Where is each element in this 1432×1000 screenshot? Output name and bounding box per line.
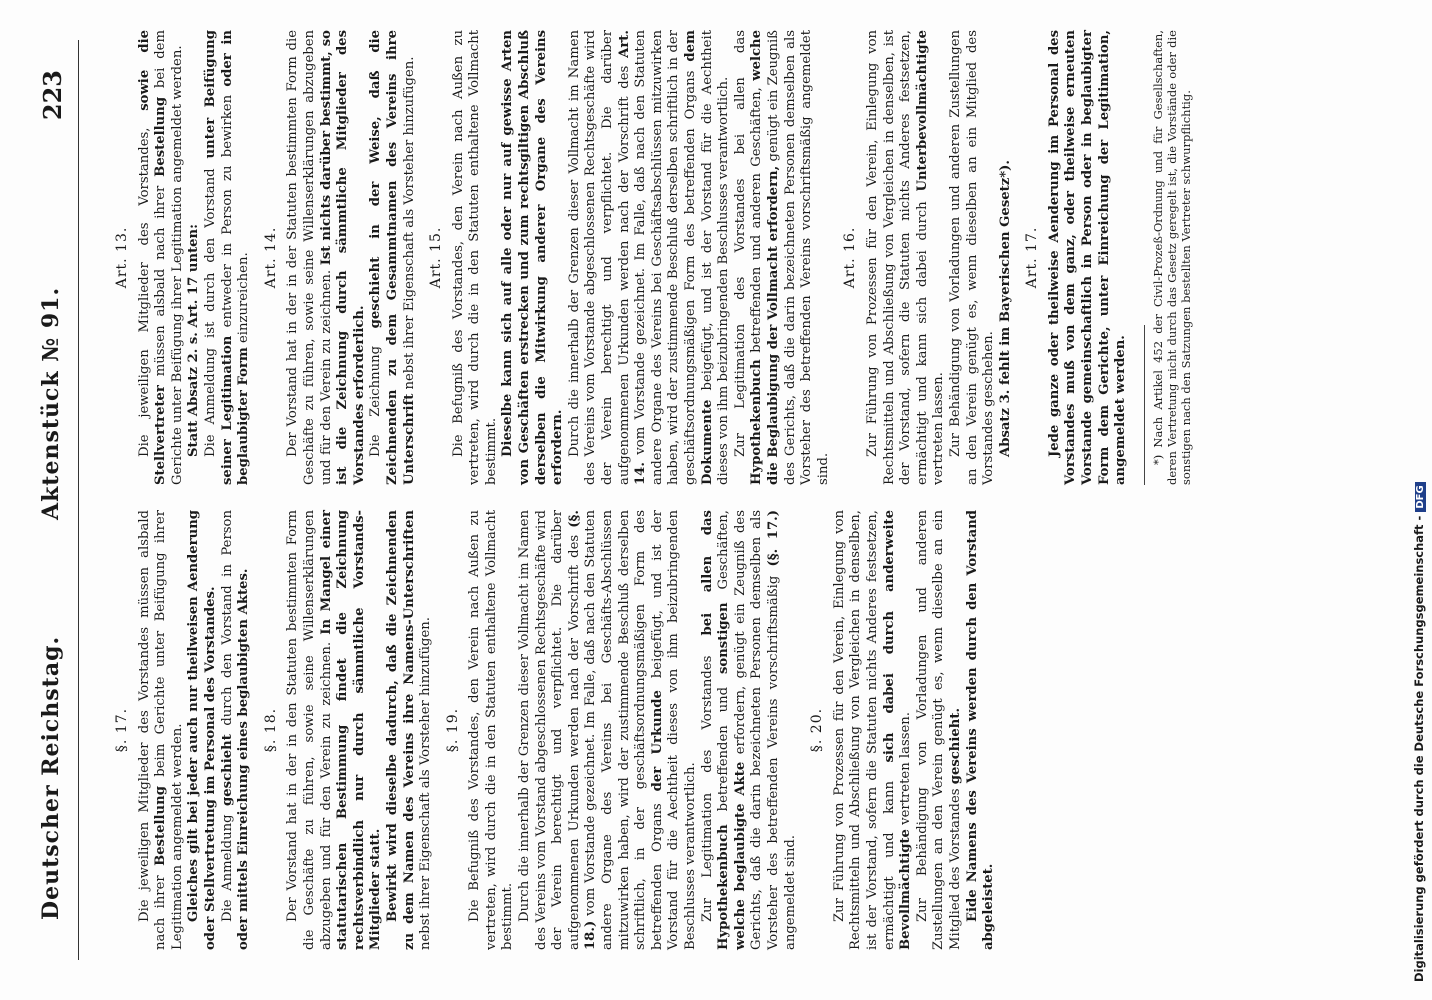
right-paragraph xyxy=(998,30,1015,485)
right-section-title: Art. 17. xyxy=(1024,226,1041,289)
text-run: Zur Legitimation des Vorstandes bei allen das xyxy=(732,30,748,457)
text-run: Eide Namens des Vereins werden durch den Vorstand abgeleistet. xyxy=(964,510,997,950)
text-run: Hypothekenbuch xyxy=(749,359,765,485)
text-run: Durch die innerhalb der Grenzen dieser Vollmacht im Namen des Vereins vom Vorstand abgeschlossenen Rechtsgeschäfte wird der Verein berechtigt und verpflichtet. Die darüber aufgenommenen Urkunden werden nach der Vorschrift des xyxy=(517,510,582,950)
text-run: Zur Führung von Prozessen für den Verein, Einlegung von Rechtsmitteln und Abschließung von Vergleichen in denselben, ist der Vorstand, sofern die Statuten nichts Anderes festsetzen, ermächtigt und kann xyxy=(831,510,897,950)
text-run: welche die Beglaubigung der Vollmacht erfordern, xyxy=(749,30,781,485)
text-run: Der Vorstand hat in der in der Statuten bestimmten Form die Geschäfte zu führen, sowie seine Willenserklärungen abzugeben und für den Verein zu zeichnen. xyxy=(285,30,334,485)
text-run: bei dem Gerichte unter Beifügung ihrer Legitimation angemeldet werden. xyxy=(153,30,185,485)
right-section-title: Art. 14. xyxy=(262,226,279,289)
left-paragraph xyxy=(285,510,385,950)
text-run: angemeldet sind. xyxy=(782,835,798,950)
text-run: Die jeweiligen Mitglieder des Vorstandes müssen alsbald nach ihrer xyxy=(136,510,169,950)
text-run: vom Vorstande gezeichnet. Im Falle, daß nach den Statuten andere Organe des Vereins bei Geschäftsabschlüssen mitzuwirken haben, wird der zustimmende Beschluß derselben schriftlich in der geschäftsordnungsmäßigen Form des betreffenden Organs xyxy=(633,30,698,485)
left-paragraph xyxy=(832,510,915,950)
header-rule xyxy=(78,40,79,960)
right-paragraph xyxy=(137,30,187,485)
text-run: welche beglaubigte Akte xyxy=(732,761,748,950)
text-run: unter Beifügung seiner Legitimation xyxy=(202,30,235,485)
text-run: nebst ihrer Eigenschaft als Vorsteher hinzufügen. xyxy=(418,617,434,950)
left-paragraph xyxy=(915,510,965,950)
text-run: Die Anmeldung ist durch den Vorstand xyxy=(202,158,218,457)
text-run: Bewirkt wird dieselbe dadurch, daß die Zeichnenden zu dem Namen des Vereins ihre Namens-Unterschriften xyxy=(384,510,417,950)
left-paragraph xyxy=(517,510,700,950)
text-run: Die Befugniß des Vorstandes, den Verein nach Außen zu vertreten, wird durch die in den Statuten enthaltene Vollmacht bestimmt. xyxy=(467,510,516,950)
text-run: sowie die Stellvertreter xyxy=(136,30,169,485)
page-header xyxy=(38,40,78,960)
text-run: Art. 14. xyxy=(616,30,649,485)
text-run: durch den Vorstand in Person xyxy=(219,510,235,735)
text-run: (§. 17.) xyxy=(765,510,781,567)
text-run: Durch die innerhalb der Grenzen dieser Vollmacht im Namen des Vereins vom Vorstande abgeschlossenen Rechtsgeschäfte wird der Verein berechtigt und verpflichtet. Die darüber aufgenommenen Urkunden werden nach der Vorschrift des xyxy=(566,30,632,485)
left-section-title: §. 20. xyxy=(809,707,826,753)
right-paragraph xyxy=(865,30,948,485)
left-paragraph xyxy=(467,510,517,950)
text-run: Statt Absatz 2. s. Art. 17 unten: xyxy=(186,223,202,457)
text-run: Ist nichts darüber bestimmt, so ist die Zeichnung durch sämmtliche Mitglieder des Vorstandes erforderlich. xyxy=(318,30,367,485)
footnote-rule xyxy=(1144,325,1145,485)
text-run: Zur Legitimation des Vorstandes xyxy=(699,635,715,922)
text-run: Die jeweiligen Mitglieder des Vorstandes, xyxy=(136,110,152,457)
digitization-credit xyxy=(1408,20,1428,1000)
text-run: Gleiches gilt bei jeder auch nur theilweisen Aenderung oder Stellvertretung im Personal des Vorstandes. xyxy=(186,510,218,950)
text-run: erfordern, genügt ein Zeugniß des Gerichts, daß die darin bezeichneten Personen demselben als Vorsteher des betreffenden Vereins vorschriftsmäßig xyxy=(732,509,781,950)
text-run: dem Dokumente xyxy=(683,30,715,485)
text-run: Geschäften, xyxy=(716,510,732,603)
text-run: sich dabei durch anderweite Bevollmächtigte xyxy=(881,510,914,950)
right-paragraph xyxy=(567,30,733,485)
left-paragraph xyxy=(220,510,253,950)
text-run: Der Vorstand hat in der in den Statuten bestimmten Form die Geschäfte zu führen, sowie seine Willenserklärungen abzugeben und für den Verein zu zeichnen. xyxy=(285,510,334,950)
text-run: vertreten lassen. xyxy=(898,712,914,830)
left-section-title: §. 19. xyxy=(444,707,461,753)
text-run: beigefügt, und ist der Vorstand für die Aechtheit dieses von ihm beizubringenden Beschlusses verantwortlich. xyxy=(699,30,732,485)
left-section-title: §. 18. xyxy=(262,707,279,753)
text-run: einzureichen. xyxy=(236,252,252,348)
page-number: 223 xyxy=(38,70,67,121)
text-run: bei allen das Hypothekenbuch xyxy=(699,510,732,950)
text-run: beim Gerichte unter Beifügung ihrer Legitimation angemeldet werden. xyxy=(153,510,185,950)
text-run: genügt ein Zeugniß des Gerichts, daß die darin bezeichneten Personen demselben als Vorsteher des betreffenden Vereins vorschriftsmäßig angemeldet sind. xyxy=(765,30,831,485)
left-section-title: §. 17. xyxy=(114,707,130,753)
text-run: geschieht in der Weise, daß die Zeichnenden zu dem Gesammtnamen des Vereins ihre Unterschrift xyxy=(368,30,417,485)
text-run: Bestellung xyxy=(153,786,169,866)
text-run: der Urkunde xyxy=(649,690,665,792)
text-run: entweder in Person zu bewirken xyxy=(219,86,235,336)
text-run: Die Zeichnung xyxy=(368,328,384,457)
digitization-credit-text: Digitalisierung gefördert durch die Deutsche Forschungsgemeinschaft - xyxy=(1412,515,1426,982)
left-column-draft-law xyxy=(104,510,998,950)
text-run: Die Befugniß des Vorstandes, den Verein nach Außen zu vertreten, wird durch die in den Statuten enthaltene Vollmacht bestimmt. xyxy=(450,30,499,485)
text-run: betreffenden und xyxy=(716,674,732,825)
text-run: oder mittels Einreichung eines beglaubigten Aktes. xyxy=(236,568,252,950)
left-paragraph xyxy=(186,510,219,950)
right-paragraph xyxy=(948,30,998,485)
right-section-title: Art. 15. xyxy=(428,226,445,289)
text-run: beigefügt, und ist der Vorstand für die Aechtheit dieses von ihm beizubringenden Beschlusses verantwortlich. xyxy=(649,510,698,950)
text-run: Dieselbe kann sich auf alle oder nur auf gewisse Arten von Geschäften erstrecken und zum rechtsgiltigen Abschluß derselben die Mitwirkung anderer Organe des Vereins erfordern. xyxy=(500,30,566,485)
right-paragraph xyxy=(368,30,418,485)
left-paragraph xyxy=(700,510,800,950)
text-run: vertreten lassen. xyxy=(931,372,947,485)
text-run: Zur Behändigung von Vorladungen und anderen Zustellungen an den Verein genügt es, wenn dieselbe an ein Mitglied des Vorstandes xyxy=(914,510,963,950)
text-run: Zur Behändigung von Vorladungen und anderen Zustellungen an den Verein genügt es, wenn dieselben an ein Mitglied des Vorstandes geschehen. xyxy=(947,30,997,485)
text-run: Zur Führung von Prozessen für den Verein, Einlegung von Rechtsmitteln und Abschließung von Vergleichen in denselben, ist der Vorstand, sofern die Statuten nichts Anderes festsetzen, ermächtigt und kann sich dabei durch xyxy=(864,30,930,485)
text-run: Absatz 3. fehlt im Bayerischen Gesetz*). xyxy=(997,160,1013,457)
text-run: nebst ihrer Eigenschaft als Vorsteher hinzufügen. xyxy=(401,56,417,394)
right-section-title: Art. 13. xyxy=(114,226,130,289)
text-run: Bestellung xyxy=(153,96,169,177)
right-paragraph xyxy=(203,30,253,485)
footnote: *) Nach Artikel 452 der Civil-Prozeß-Ordnung und für Gesellschaften, deren Vertretung nicht durch das Gesetz geregelt ist, die Vorstände oder die sonstigen nach den Satzungen bestellten Vertreter schwurpflichtig. xyxy=(1150,30,1193,485)
text-run: Die Anmeldung xyxy=(219,805,235,922)
text-run: müssen alsbald nach ihrer xyxy=(153,176,169,386)
right-paragraph xyxy=(1047,30,1130,485)
right-column-bavarian-law xyxy=(104,30,1193,485)
right-section-title: Art. 16. xyxy=(842,226,859,289)
right-paragraph xyxy=(451,30,501,485)
text-run: betreffenden und anderen Geschäften, xyxy=(749,80,765,360)
text-run: Unterbevollmächtigte xyxy=(914,30,930,192)
right-paragraph xyxy=(186,30,203,485)
text-run: (§. 18.) xyxy=(566,510,599,950)
text-run: Jede ganze oder theilweise Aenderung im Personal des Vorstandes muß von dem ganz, oder theilweise erneuten Vorstande gemeinschaftlich in Person oder in beglaubigter Form dem Gerichte, unter Einreichung der Legitimation, angemeldet werden. xyxy=(1046,30,1129,485)
left-paragraph xyxy=(137,510,187,950)
right-paragraph xyxy=(285,30,368,485)
left-paragraph xyxy=(385,510,435,950)
text-run: vom Vorstande gezeichnet. Im Falle, daß nach den Statuten andere Organe des Vereins bei Geschäfts-Abschlüssen mitzuwirken haben, wird der zustimmende Beschluß derselben schriftlich, in der geschäftsordnungsmäßigen Form des betreffenden Organs xyxy=(583,510,665,950)
text-run: In Mangel einer statutarischen Bestimmung findet die Zeichnung rechtsverbindlich nur durch sämmtliche Vorstands-Mitglieder statt. xyxy=(318,510,384,950)
header-title: Deutscher Reichstag. xyxy=(38,635,64,920)
right-paragraph xyxy=(733,30,833,485)
right-paragraph xyxy=(500,30,566,485)
text-run: geschieht. xyxy=(947,707,963,785)
header-document-number: Aktenstück № 91. xyxy=(38,286,64,520)
text-run: geschieht xyxy=(219,734,235,806)
text-run: oder in beglaubigter Form xyxy=(219,30,252,485)
text-run: sonstigen xyxy=(716,602,732,674)
left-paragraph xyxy=(965,510,998,950)
dfg-logo: DFG xyxy=(1415,482,1426,511)
